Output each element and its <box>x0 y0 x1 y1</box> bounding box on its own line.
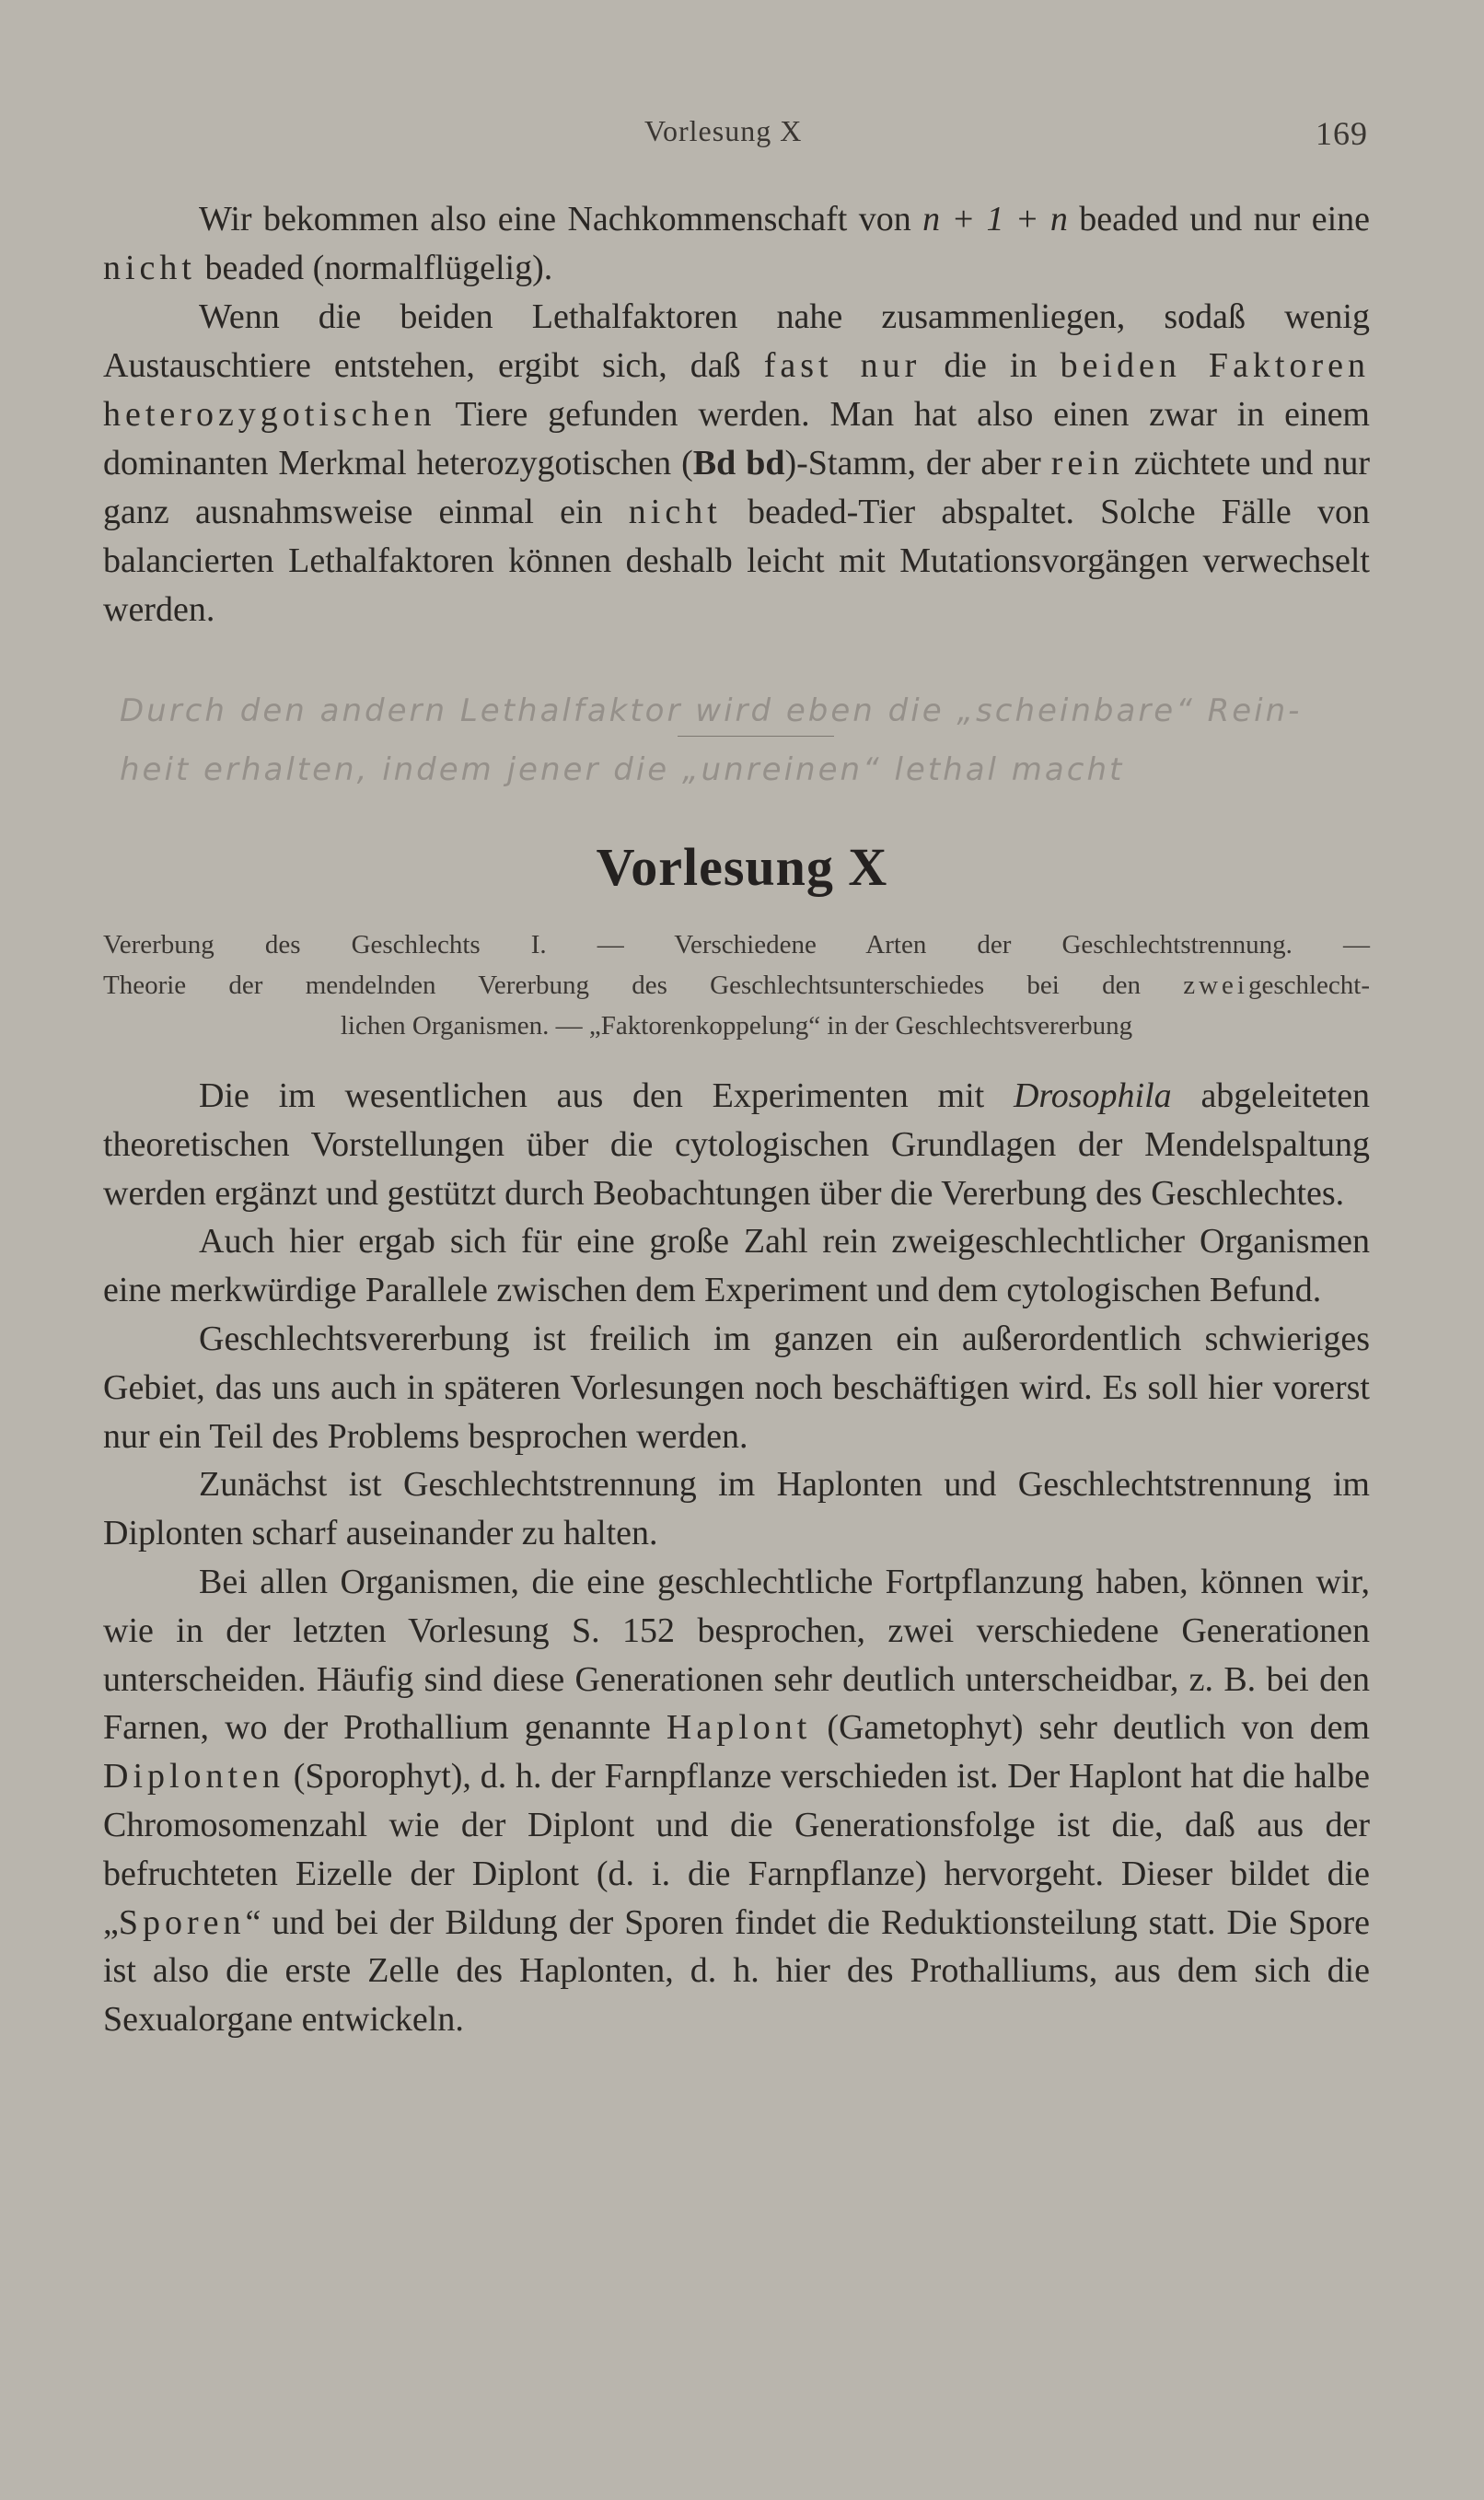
handwritten-note-line: heit erhalten, indem jener die „unreinen“ lethal macht <box>120 751 1125 788</box>
running-title: Vorlesung X <box>644 114 803 147</box>
chapter-body <box>103 1072 1370 2044</box>
genus-name: Drosophila <box>1013 1076 1172 1115</box>
paragraph: Wenn die beiden Lethalfaktoren nahe zusammenliegen, sodaß wenig Austauschtiere entstehen, ergibt sich, daß fast nur die in beiden Faktoren heterozygotischen Tiere gefunden werden. Man hat also einen zwar in einem dominanten Merkmal heterozygotischen (Bd bd)-Stamm, der aber rein züchtete und nur ganz ausnahmsweise einmal ein nicht beaded-Tier abspaltet. Solche Fälle von balancierten Lethalfaktoren können deshalb leicht mit Mutationsvorgängen verwechselt werden. <box>103 297 1371 629</box>
summary-line: Vererbung des Geschlechts I. — Verschiedene Arten der Geschlechtstrennung. — <box>103 930 1370 959</box>
page-number: 169 <box>1316 115 1368 152</box>
paragraph: Die im wesentlichen aus den Experimenten mit Drosophila abgeleiteten theoretischen Vorstellungen über die cytologischen Grundlagen der Mendelspaltung werden ergänzt und gestützt durch Beobachtungen über die Vererbung des Geschlechtes. <box>103 1076 1371 1213</box>
formula: n + 1 + n <box>922 200 1068 238</box>
paragraph: Geschlechtsvererbung ist freilich im ganzen ein außerordentlich schwieriges Gebiet, das uns auch in späteren Vorlesungen noch beschäftigen wird. Es soll hier vorerst nur ein Teil des Problems besprochen werden. <box>103 1319 1370 1456</box>
summary-line: lichen Organismen. — „Faktorenkoppelung“ in der Geschlechtsvererbung <box>340 1011 1133 1041</box>
summary-line: Theorie der mendelnden Vererbung des Geschlechtsunterschiedes bei den zweigeschlecht- <box>103 971 1370 1000</box>
paragraph: Auch hier ergab sich für eine große Zahl rein zweigeschlechtlicher Organismen eine merkwürdige Parallele zwischen dem Experiment und dem cytologischen Befund. <box>103 1222 1370 1310</box>
paragraph: Bei allen Organismen, die eine geschlechtliche Fortpflanzung haben, können wir, wie in der letzten Vorlesung S. 152 besprochen, zwei verschiedene Generationen unterscheiden. Häufig sind diese Generationen sehr deutlich unterscheidbar, z. B. bei den Farnen, wo der Prothallium genannte Haplont (Gametophyt) sehr deutlich von dem Diplonten (Sporophyt), d. h. der Farnpflanze verschieden ist. Der Haplont hat die halbe Chromosomenzahl wie der Diplont und die Generationsfolge ist die, daß aus der befruchteten Eizelle der Diplont (d. i. die Farnpflanze) hervorgeht. Dieser bildet die „Sporen“ und bei der Bildung der Sporen findet die Reduktionsteilung statt. Die Spore ist also die erste Zelle des Haplonten, d. h. hier des Prothalliums, aus dem sich die Sexualorgane entwickeln. <box>103 1562 1370 2040</box>
chapter-title: Vorlesung X <box>596 837 888 897</box>
paragraph: Wir bekommen also eine Nachkommenschaft von n + 1 + n beaded und nur eine nicht beaded (normalflügelig). <box>103 200 1370 287</box>
section-divider <box>678 736 834 737</box>
chapter-summary <box>103 924 1370 1046</box>
handwritten-note-line: Durch den andern Lethalfaktor wird eben die „scheinbare“ Rein- <box>120 692 1303 729</box>
genotype-bold: Bd bd <box>692 444 785 483</box>
paragraph: Zunächst ist Geschlechtstrennung im Haplonten und Geschlechtstrennung im Diplonten scharf auseinander zu halten. <box>103 1465 1370 1553</box>
running-head <box>0 114 1484 155</box>
previous-section-text <box>103 195 1370 634</box>
